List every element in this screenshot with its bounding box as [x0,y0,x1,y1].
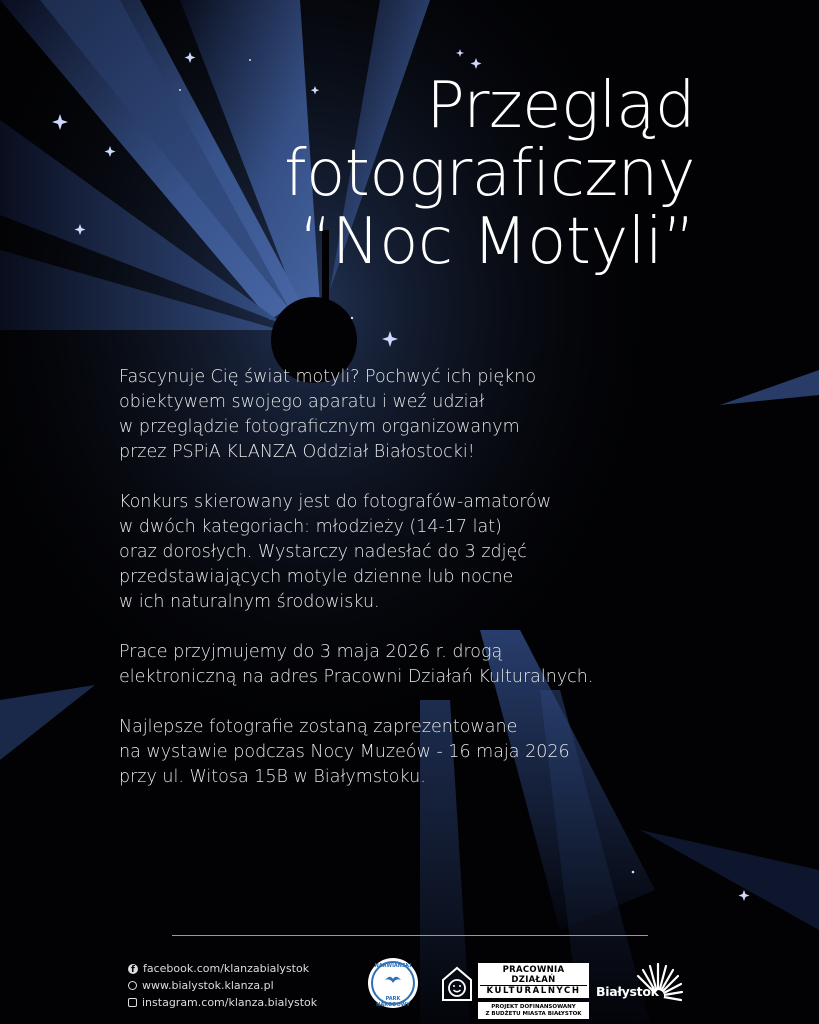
text-line: przez PSPiA KLANZA Oddział Białostocki! [119,442,475,462]
house-face-icon [440,964,474,1004]
social-link-text: facebook.com/klanzabialystok [143,962,310,975]
paragraph-rules [119,490,719,615]
social-link-instagram[interactable] [128,994,317,1011]
paragraph-intro [119,365,719,465]
social-links [128,960,317,1011]
logo-text: Z BUDŻETU MIASTA BIAŁYSTOK [485,1010,582,1017]
logo-text: PARK NARODOWY [376,996,410,1008]
body-text [119,365,719,815]
logo-text: PRACOWNIA DZIAŁAŃ [502,965,565,985]
sunburst-icon [632,960,684,1006]
pracownia-dzialan-kulturalnych-logo [478,963,589,1019]
city-name: Białystok [596,984,659,999]
logo-text: NARWIAŃSKI [374,963,412,969]
bialystok-city-logo [596,958,686,1012]
text-line: Najlepsze fotografie zostaną zaprezentowane [119,717,518,737]
text-line: w ich naturalnym środowisku. [119,592,380,612]
poster-title [284,69,695,279]
text-line: obiektywem swojego aparatu i weź udział [119,392,485,412]
social-link-facebook[interactable] [128,960,317,977]
text-line: Fascynuje Cię świat motyli? Pochwyć ich piękno [119,367,537,387]
title-line: “Noc Motyli” [299,205,695,279]
title-line: Przegląd [426,69,695,143]
bird-icon [384,971,402,989]
paragraph-deadline [119,640,719,690]
facebook-icon [128,964,138,974]
text-line: przy ul. Witosa 15B w Białymstoku. [119,767,426,787]
globe-icon [128,981,137,990]
instagram-icon [128,998,137,1007]
social-link-text: www.bialystok.klanza.pl [142,979,274,992]
social-link-website[interactable] [128,977,317,994]
text-line: na wystawie podczas Nocy Muzeów - 16 maja 2026 [119,742,570,762]
paragraph-exhibition [119,715,719,790]
text-line: przedstawiających motyle dzienne lub nocne [119,567,514,587]
text-line: oraz dorosłych. Wystarczy nadesłać do 3 zdjęć [119,542,527,562]
text-line: Konkurs skierowany jest do fotografów-amatorów [119,492,552,512]
narwianski-park-logo [368,958,418,1008]
text-line: elektroniczną na adres Pracowni Działań Kulturalnych. [119,667,594,687]
text-line: Prace przyjmujemy do 3 maja 2026 r. drogą [119,642,503,662]
text-line: w dwóch kategoriach: młodzieży (14-17 lat) [119,517,502,537]
footer-divider [172,935,648,936]
title-line: fotograficzny [284,137,695,211]
partner-logos [368,958,688,1017]
logo-text: PROJEKT DOFINANSOWANY [491,1004,576,1010]
social-link-text: instagram.com/klanza.bialystok [142,996,318,1009]
text-line: w przeglądzie fotograficznym organizowanym [119,417,520,437]
logo-text: KULTURALNYCH [480,985,587,996]
